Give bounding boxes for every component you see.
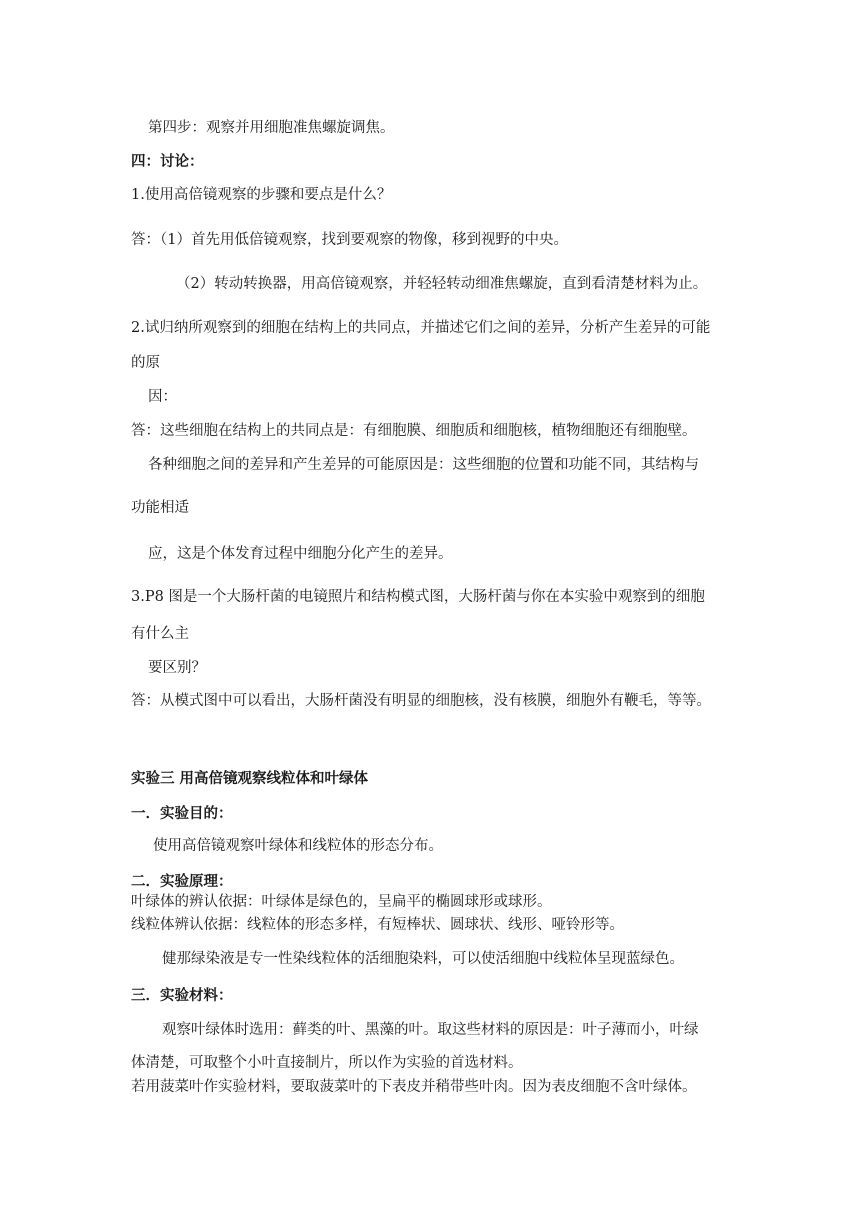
materials-text-3: 若用菠菜叶作实验材料，要取菠菜叶的下表皮并稍带些叶肉。因为表皮细胞不含叶绿体。: [131, 1079, 697, 1095]
question-2-line-1: 2.试归纳所观察到的细胞在结构上的共同点，并描述它们之间的差异，分析产生差异的可能: [131, 320, 711, 336]
answer-1-part-1: 答：（1）首先用低倍镜观察，找到要观察的物像，移到视野的中央。: [131, 232, 568, 248]
principle-text-3: 健那绿染液是专一性染线粒体的活细胞染料，可以使活细胞中线粒体呈现蓝绿色。: [162, 951, 684, 967]
step4-text: 第四步：观察并用细胞准焦螺旋调焦。: [148, 120, 395, 136]
materials-text-1: 观察叶绿体时选用：藓类的叶、黑藻的叶。取这些材料的原因是：叶子薄而小，叶绿: [162, 1022, 699, 1038]
experiment-3-title: 实验三 用高倍镜观察线粒体和叶绿体: [131, 771, 369, 787]
answer-2-part-3: 功能相适: [131, 500, 189, 516]
materials-text-2: 体清楚，可取整个小叶直接制片，所以作为实验的首选材料。: [131, 1055, 523, 1071]
principle-text-1: 叶绿体的辨认依据：叶绿体是绿色的，呈扁平的椭圆球形或球形。: [131, 894, 552, 910]
question-3-line-1: 3.P8 图是一个大肠杆菌的电镜照片和结构模式图，大肠杆菌与你在本实验中观察到的细胞: [131, 589, 705, 605]
question-2-line-3: 因：: [148, 389, 177, 405]
question-1: 1.使用高倍镜观察的步骤和要点是什么？: [131, 187, 392, 203]
answer-2-part-1: 答：这些细胞在结构上的共同点是：有细胞膜、细胞质和细胞核，植物细胞还有细胞壁。: [131, 423, 697, 439]
aim-heading: 一．实验目的：: [131, 806, 233, 822]
question-2-line-2: 的原: [131, 355, 160, 371]
answer-3: 答：从模式图中可以看出，大肠杆菌没有明显的细胞核，没有核膜，细胞外有鞭毛，等等。: [131, 693, 711, 709]
answer-1-part-2: （2）转动转换器，用高倍镜观察，并轻轻转动细准焦螺旋，直到看清楚材料为止。: [176, 276, 708, 292]
aim-text: 使用高倍镜观察叶绿体和线粒体的形态分布。: [153, 838, 443, 854]
answer-2-part-2: 各种细胞之间的差异和产生差异的可能原因是：这些细胞的位置和功能不同，其结构与: [148, 457, 699, 473]
materials-heading: 三．实验材料：: [131, 988, 233, 1004]
question-3-line-2: 有什么主: [131, 626, 189, 642]
discussion-heading: 四：讨论：: [131, 154, 204, 170]
answer-2-part-4: 应，这是个体发育过程中细胞分化产生的差异。: [148, 546, 453, 562]
principle-heading: 二．实验原理：: [131, 874, 233, 890]
question-3-line-3: 要区别？: [148, 660, 206, 676]
principle-text-2: 线粒体辨认依据：线粒体的形态多样，有短棒状、圆球状、线形、哑铃形等。: [131, 917, 624, 933]
